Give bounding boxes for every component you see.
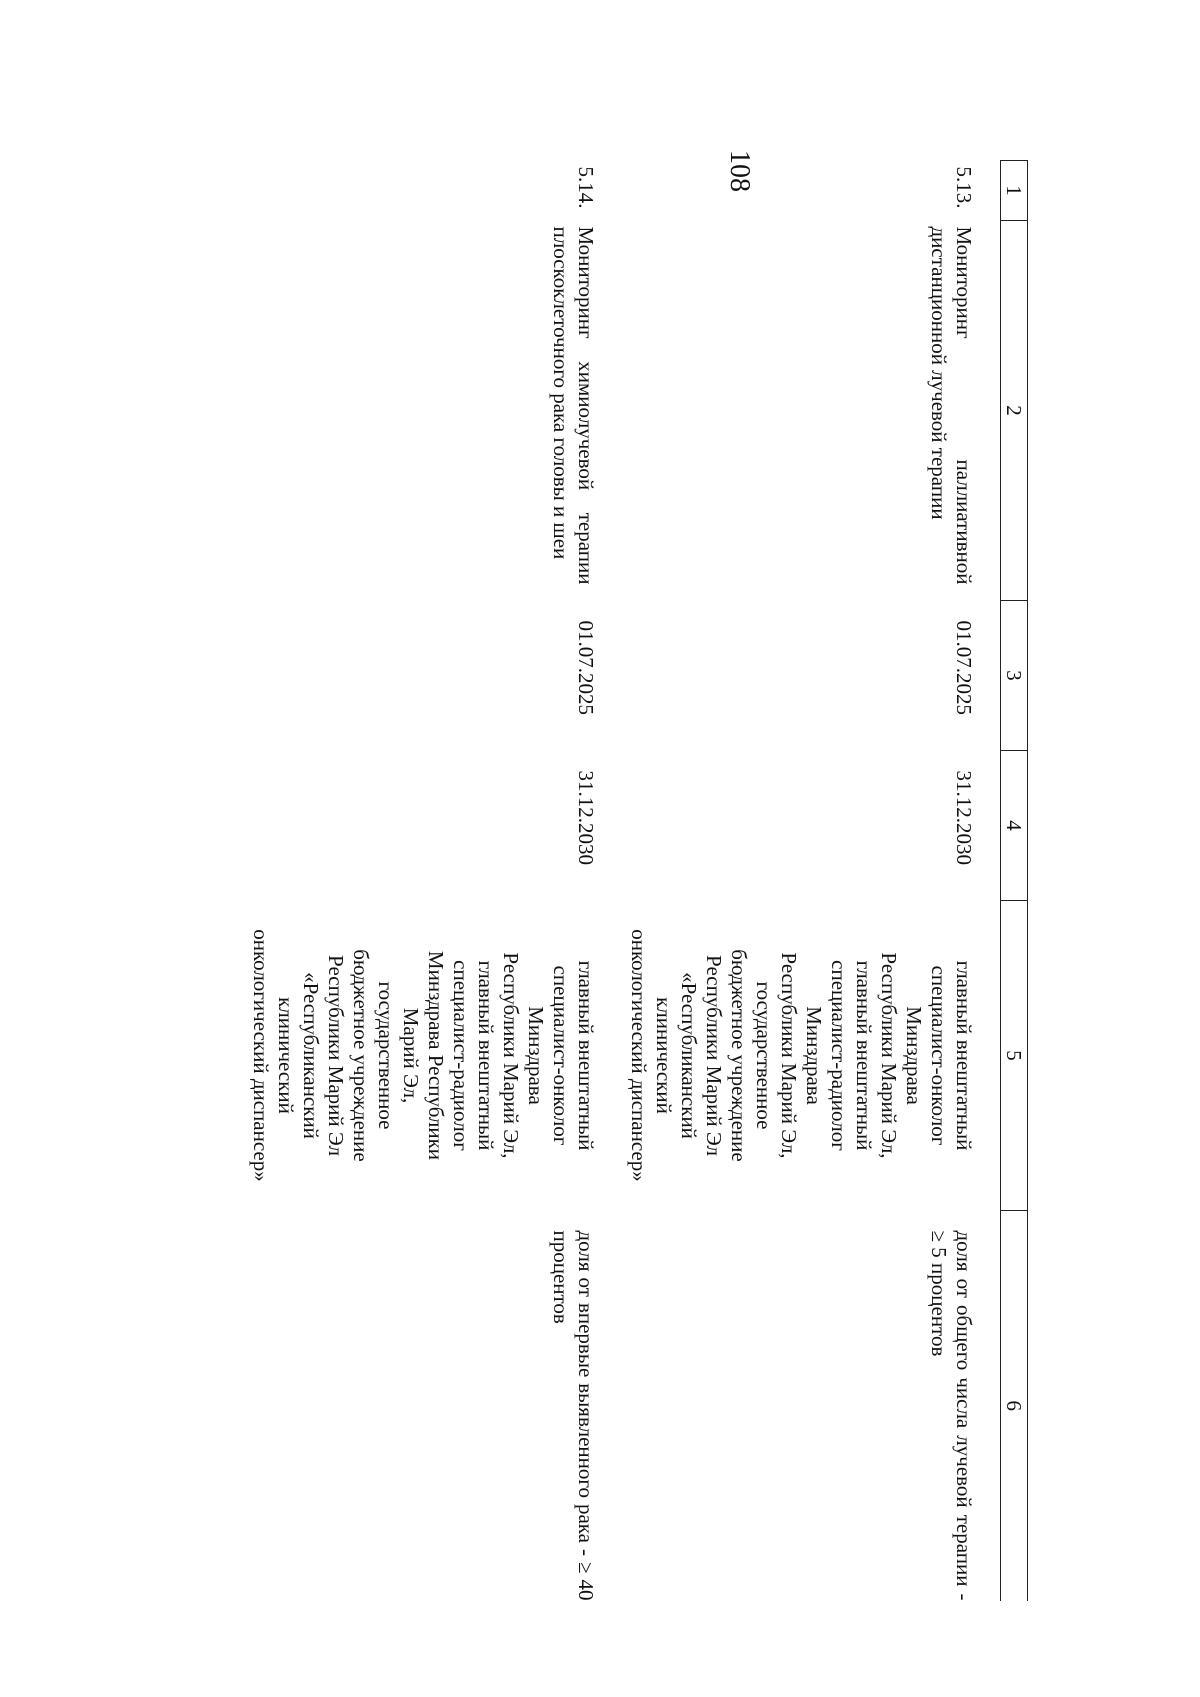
column-header-6: 6 xyxy=(1001,1211,1028,1601)
monitoring-table xyxy=(240,160,1028,1601)
table-header xyxy=(1001,161,1028,1601)
target-indicator: доля от общего числа лучевой терапии - ≥ 5 процентов xyxy=(927,1230,976,1601)
table-row xyxy=(618,161,1001,1601)
responsible-executors: главный внештатный специалист-онколог Минздрава Республики Марий Эл, главный внештатный специалист-радиолог Минздрава Республики Марий Эл, государственное бюджетное учреждение Республики Марий Эл «Республиканский клинический онкологический диспансер» xyxy=(627,929,976,1182)
start-date: 01.07.2025 xyxy=(574,620,598,715)
rotated-table-container xyxy=(198,160,1028,1600)
target-indicator: доля от впервые выявленного рака - ≥ 40 процентов xyxy=(549,1230,598,1601)
end-date: 31.12.2030 xyxy=(952,770,976,865)
page-number-text: 108 xyxy=(724,150,755,192)
column-header-1: 1 xyxy=(1001,161,1028,221)
header-row xyxy=(1001,161,1028,1601)
activity-name: Мониторинг паллиативной дистанционной лучевой терапии xyxy=(927,226,976,585)
column-header-3: 3 xyxy=(1001,601,1028,751)
responsible-executors: главный внештатный специалист-онколог Минздрава Республики Марий Эл, главный внештатный специалист-радиолог Минздрава Республики Марий Эл, государственное бюджетное учреждение Республики Марий Эл «Республиканский клинический онкологический диспансер» xyxy=(249,929,598,1182)
column-header-2: 2 xyxy=(1001,221,1028,601)
column-header-4: 4 xyxy=(1001,751,1028,901)
row-number: 5.14. xyxy=(574,166,598,209)
end-date: 31.12.2030 xyxy=(574,770,598,865)
row-number: 5.13. xyxy=(952,166,976,209)
table-body xyxy=(240,161,1001,1601)
column-header-5: 5 xyxy=(1001,901,1028,1211)
activity-name: Мониторинг химиолучевой терапии плоскоклеточного рака головы и шеи xyxy=(549,226,598,585)
table-row xyxy=(240,161,618,1601)
start-date: 01.07.2025 xyxy=(952,620,976,715)
